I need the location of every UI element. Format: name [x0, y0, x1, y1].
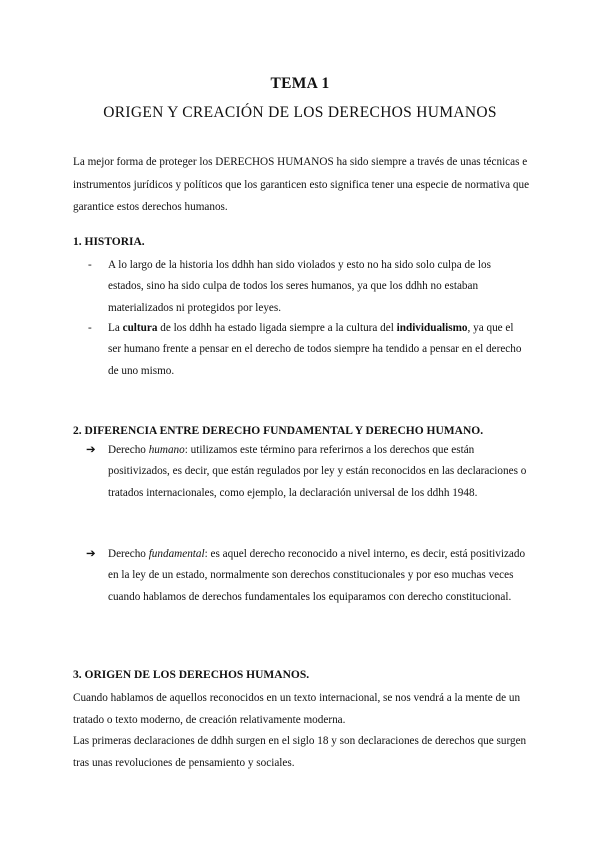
list-item-historia-1: A lo largo de la historia los ddhh han sido violados y esto no ha sido solo culpa de los estados, sino ha sido culpa de todos los seres humanos, ya que los ddhh no estaban materializados ni protegidos por leyes. — [108, 259, 491, 314]
text-run: La — [108, 322, 123, 334]
arrow-bullet-icon: ➔ — [86, 444, 96, 456]
arrow-bullet-icon: ➔ — [86, 548, 96, 560]
doc-subtitle: ORIGEN Y CREACIÓN DE LOS DERECHOS HUMANOS — [103, 104, 497, 121]
text-run: de los ddhh ha estado ligada siempre a la cultura del — [157, 322, 397, 334]
bold-term-individualismo: individualismo — [396, 322, 468, 334]
origin-paragraph-1: Cuando hablamos de aquellos reconocidos en un texto internacional, se nos vendrá a la mente de un tratado o texto moderno, de creación relativamente moderna. — [73, 692, 521, 726]
doc-title: TEMA 1 — [270, 75, 330, 92]
text-run: : utilizamos este término para referirnos a los derechos que están positivizados, es decir, que están regulados por ley y están reconocidos en las declaraciones o tratados internacionales, como ejemplo, la declaración universal de los ddhh 1948. — [108, 444, 527, 499]
text-run: Derecho — [108, 548, 149, 560]
section-3-body — [73, 688, 533, 774]
origin-paragraph-2: Las primeras declaraciones de ddhh surgen en el siglo 18 y son declaraciones de derechos que surgen tras unas revoluciones de pensamiento y sociales. — [73, 735, 527, 769]
list-item-derecho-humano — [108, 440, 528, 504]
bullet-dash: - — [88, 322, 92, 334]
intro-text: La mejor forma de proteger los DERECHOS HUMANOS ha sido siempre a través de unas técnicas e instrumentos jurídicos y políticos que los garanticen esto significa tener una especie de normativa que garantice estos derechos humanos. — [73, 156, 530, 213]
list-item-derecho-fundamental — [108, 544, 528, 608]
text-run: Derecho — [108, 444, 149, 456]
section-1-heading: 1. HISTORIA. — [73, 236, 145, 248]
text-run: , ya que el ser humano frente a pensar en el derecho de todos siempre ha tendido a pensar en el derecho de uno mismo. — [108, 322, 522, 377]
text-run: : es aquel derecho reconocido a nivel interno, es decir, está positivizado en la ley de un estado, normalmente son derechos constitucionales y por eso muchas veces cuando hablamos de derechos fundamentales los equiparamos con derecho constitucional. — [108, 548, 526, 603]
intro-paragraph — [73, 151, 533, 219]
italic-term-fundamental: fundamental — [148, 548, 205, 560]
section-3-heading: 3. ORIGEN DE LOS DERECHOS HUMANOS. — [73, 669, 310, 681]
list-item-historia-2 — [108, 318, 528, 382]
bold-term-cultura: cultura — [122, 322, 158, 334]
section-2-heading: 2. DIFERENCIA ENTRE DERECHO FUNDAMENTAL Y DERECHO HUMANO. — [73, 425, 484, 437]
bullet-dash: - — [88, 259, 92, 271]
italic-term-humano: humano — [148, 444, 185, 456]
